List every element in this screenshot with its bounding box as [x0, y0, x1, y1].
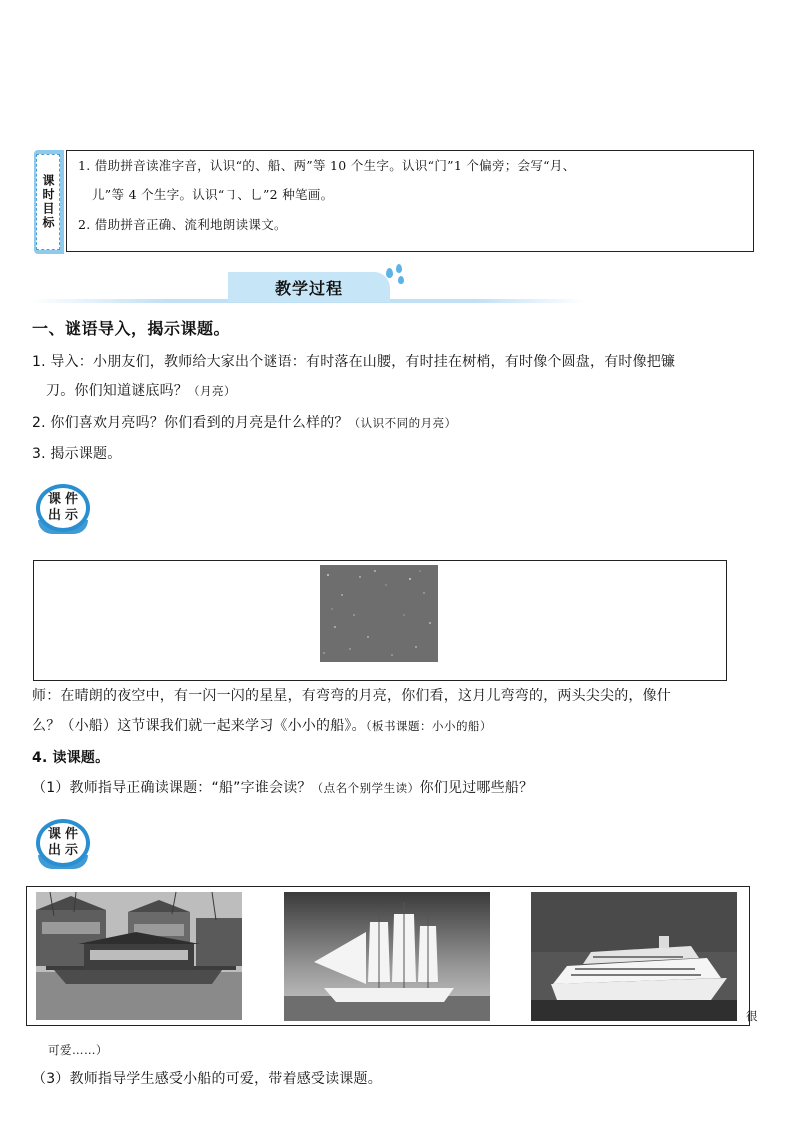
item-2: [32, 413, 457, 433]
section-banner: [228, 272, 390, 302]
item-1-text: 刀。你们知道谜底吗？: [46, 383, 188, 399]
badge-char: 出: [47, 843, 61, 858]
badge-char: 课: [47, 827, 61, 842]
objective-line-1a: 1. 借助拼音读准字音，认识“的、船、两”等 10 个生字。认识“门”1 个偏旁；会写“月、: [78, 158, 576, 173]
teacher-text: 么？（小船）这节课我们就一起来学习《小小的船》。: [32, 718, 366, 734]
badge-char: 示: [64, 843, 78, 858]
courseware-badge: [36, 484, 92, 534]
continued-note: 可爱……）: [48, 1043, 108, 1057]
teacher-line-a: 师：在晴朗的夜空中，有一闪一闪的星星，有弯弯的月亮，你们看，这月儿弯弯的，两头尖尖的，像什: [32, 688, 671, 704]
houseboat-icon: [36, 892, 242, 1020]
objective-line-2: 2. 借助拼音正确、流利地朗读课文。: [78, 217, 287, 232]
teacher-line-b: [32, 716, 492, 736]
water-drop-icon: [386, 268, 393, 278]
badge-label: [40, 823, 86, 863]
badge-char: 课: [47, 492, 61, 507]
item-2-text: 2. 你们喜欢月亮吗？你们看到的月亮是什么样的？: [32, 415, 349, 431]
objectives-tab-text: 课时目标: [41, 174, 55, 230]
item-4-sub3: （3）教师指导学生感受小船的可爱，带着感受读课题。: [32, 1071, 382, 1087]
courseware-badge-2: [36, 819, 92, 869]
banner-title: 教学过程: [274, 278, 343, 298]
badge-char: 出: [47, 508, 61, 523]
sub1-tail: 你们见过哪些船？: [419, 780, 534, 796]
badge-char: 件: [64, 492, 78, 507]
water-drop-icon-2: [396, 264, 402, 273]
cruise-ship-photo: [531, 892, 737, 1021]
cruise-ship-icon: [531, 892, 737, 1021]
water-drop-icon-3: [398, 276, 404, 284]
item-2-note: （认识不同的月亮）: [348, 416, 457, 430]
objectives-tab-label: [36, 154, 60, 250]
night-sky-icon: [320, 565, 438, 662]
item-4-sub1: [32, 778, 533, 798]
sub1-note: （点名个别学生读）: [311, 781, 420, 795]
badge-label: [40, 488, 86, 528]
badge-char: 件: [64, 827, 78, 842]
teacher-note: （板书课题：小小的船）: [365, 719, 493, 733]
sub1-text: （1）教师指导正确读课题：“船”字谁会读？: [32, 780, 312, 796]
crescent-moon-image: [320, 565, 438, 662]
item-1-note: （月亮）: [188, 384, 236, 398]
badge-char: 示: [64, 508, 78, 523]
sailing-ship-icon: [284, 892, 490, 1021]
item-3: 3. 揭示课题。: [32, 446, 122, 462]
sailing-ship-photo: [284, 892, 490, 1021]
objective-line-1b: 儿”等 4 个生字。认识“㇆、乚”2 种笔画。: [92, 187, 334, 202]
houseboat-photo: [36, 892, 242, 1020]
item-1-line-a: 1. 导入：小朋友们，教师给大家出个谜语：有时落在山腰，有时挂在树梢，有时像个圆盘，有时像把镰: [32, 354, 676, 370]
section-heading: 一、谜语导入，揭示课题。: [32, 319, 231, 338]
item-4-heading: 4. 读课题。: [32, 750, 110, 766]
item-1-line-b: [46, 381, 236, 401]
clipped-edge-char: 很: [746, 1009, 758, 1023]
